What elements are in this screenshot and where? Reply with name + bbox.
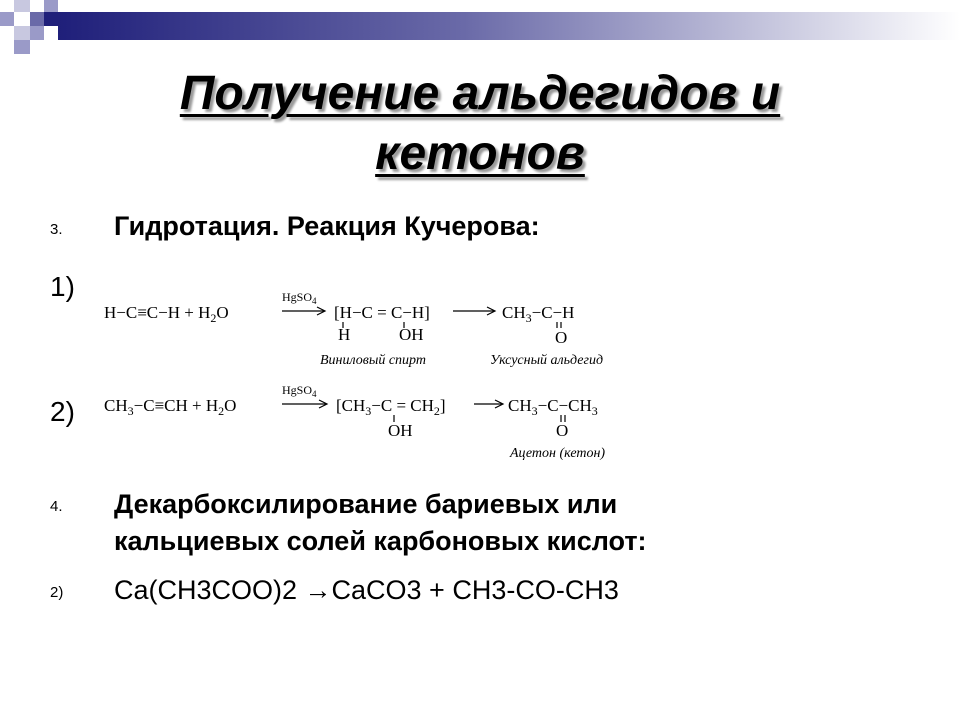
svg-text:HgSO4: HgSO$_4$ [282,383,317,399]
svg-text:CH3−C−H: $CH_3-C-H$ [502,303,575,325]
header-square [30,12,44,26]
reaction-1-intermediate-oh: OH [399,325,424,344]
reaction-2-intermediate: [CH [336,396,366,415]
list-number: 4. [50,498,63,515]
svg-text:CH3−C−CH3: $CH_3-C-CH_3$ [508,396,598,418]
reaction-number: 2) [50,396,75,427]
reaction-2-intermediate-oh: OH [388,421,413,440]
header-decoration [0,0,960,56]
header-square [14,0,30,12]
decarboxylation-line1: Декарбоксилирование бариевых или [114,489,618,519]
header-square [44,0,58,12]
reaction-number: 1) [50,271,75,302]
svg-text:CH3−C≡CH + H2O: $CH_3-C\equiv CH + H_2O$ [104,396,237,418]
list-number: 3. [50,221,63,238]
header-gradient-bar [58,12,960,40]
reaction-1-product: CH [502,303,526,322]
list-number: 2) [50,584,64,601]
reaction-1-product-o: O [555,328,568,347]
reaction-1-intermediate-h: H [338,325,351,344]
label-acetone: Ацетон (кетон) [510,446,606,461]
reaction-1-reactant: H−C≡C−H + H [104,303,211,322]
header-square [14,40,30,54]
list-item-hydration: Гидротация. Реакция Кучерова: [114,211,540,241]
header-square [14,26,30,40]
reaction-2-reactant: CH [104,396,128,415]
slide-title-line1: Получение альдегидов и [179,67,781,120]
slide-title [60,64,900,184]
reaction-1-intermediate: [H−C = C−H] [334,303,430,322]
header-square [30,26,44,40]
svg-text:[CH3−C = CH2]: $[CH_3-C = CH_2]$ [336,396,446,418]
svg-text:HgSO4: HgSO$_4$ [282,290,317,306]
label-vinyl-alcohol: Виниловый спирт [320,353,426,368]
reaction-2-equation [98,377,638,467]
list-item-decarboxylation [114,486,647,560]
decarboxylation-line2: кальциевых солей карбоновых кислот: [114,526,647,556]
reaction-2-product: CH [508,396,532,415]
svg-text:H−C≡C−H + H2O: $H-C\equiv C-H + H_2O$ [104,303,229,325]
label-acetaldehyde: Уксусный альдегид [490,353,604,368]
reaction-1-catalyst: HgSO [282,290,313,304]
reaction-2-catalyst: HgSO [282,383,313,397]
slide-title-line2: кетонов [375,127,585,180]
reaction-2-product-o: O [556,421,569,440]
header-square [44,12,58,26]
calcium-acetate-reaction: Ca(CH3COO)2 →CaCO3 + CH3-CO-CH3 [114,575,619,605]
header-square [0,12,14,26]
reaction-1-equation [98,282,638,372]
